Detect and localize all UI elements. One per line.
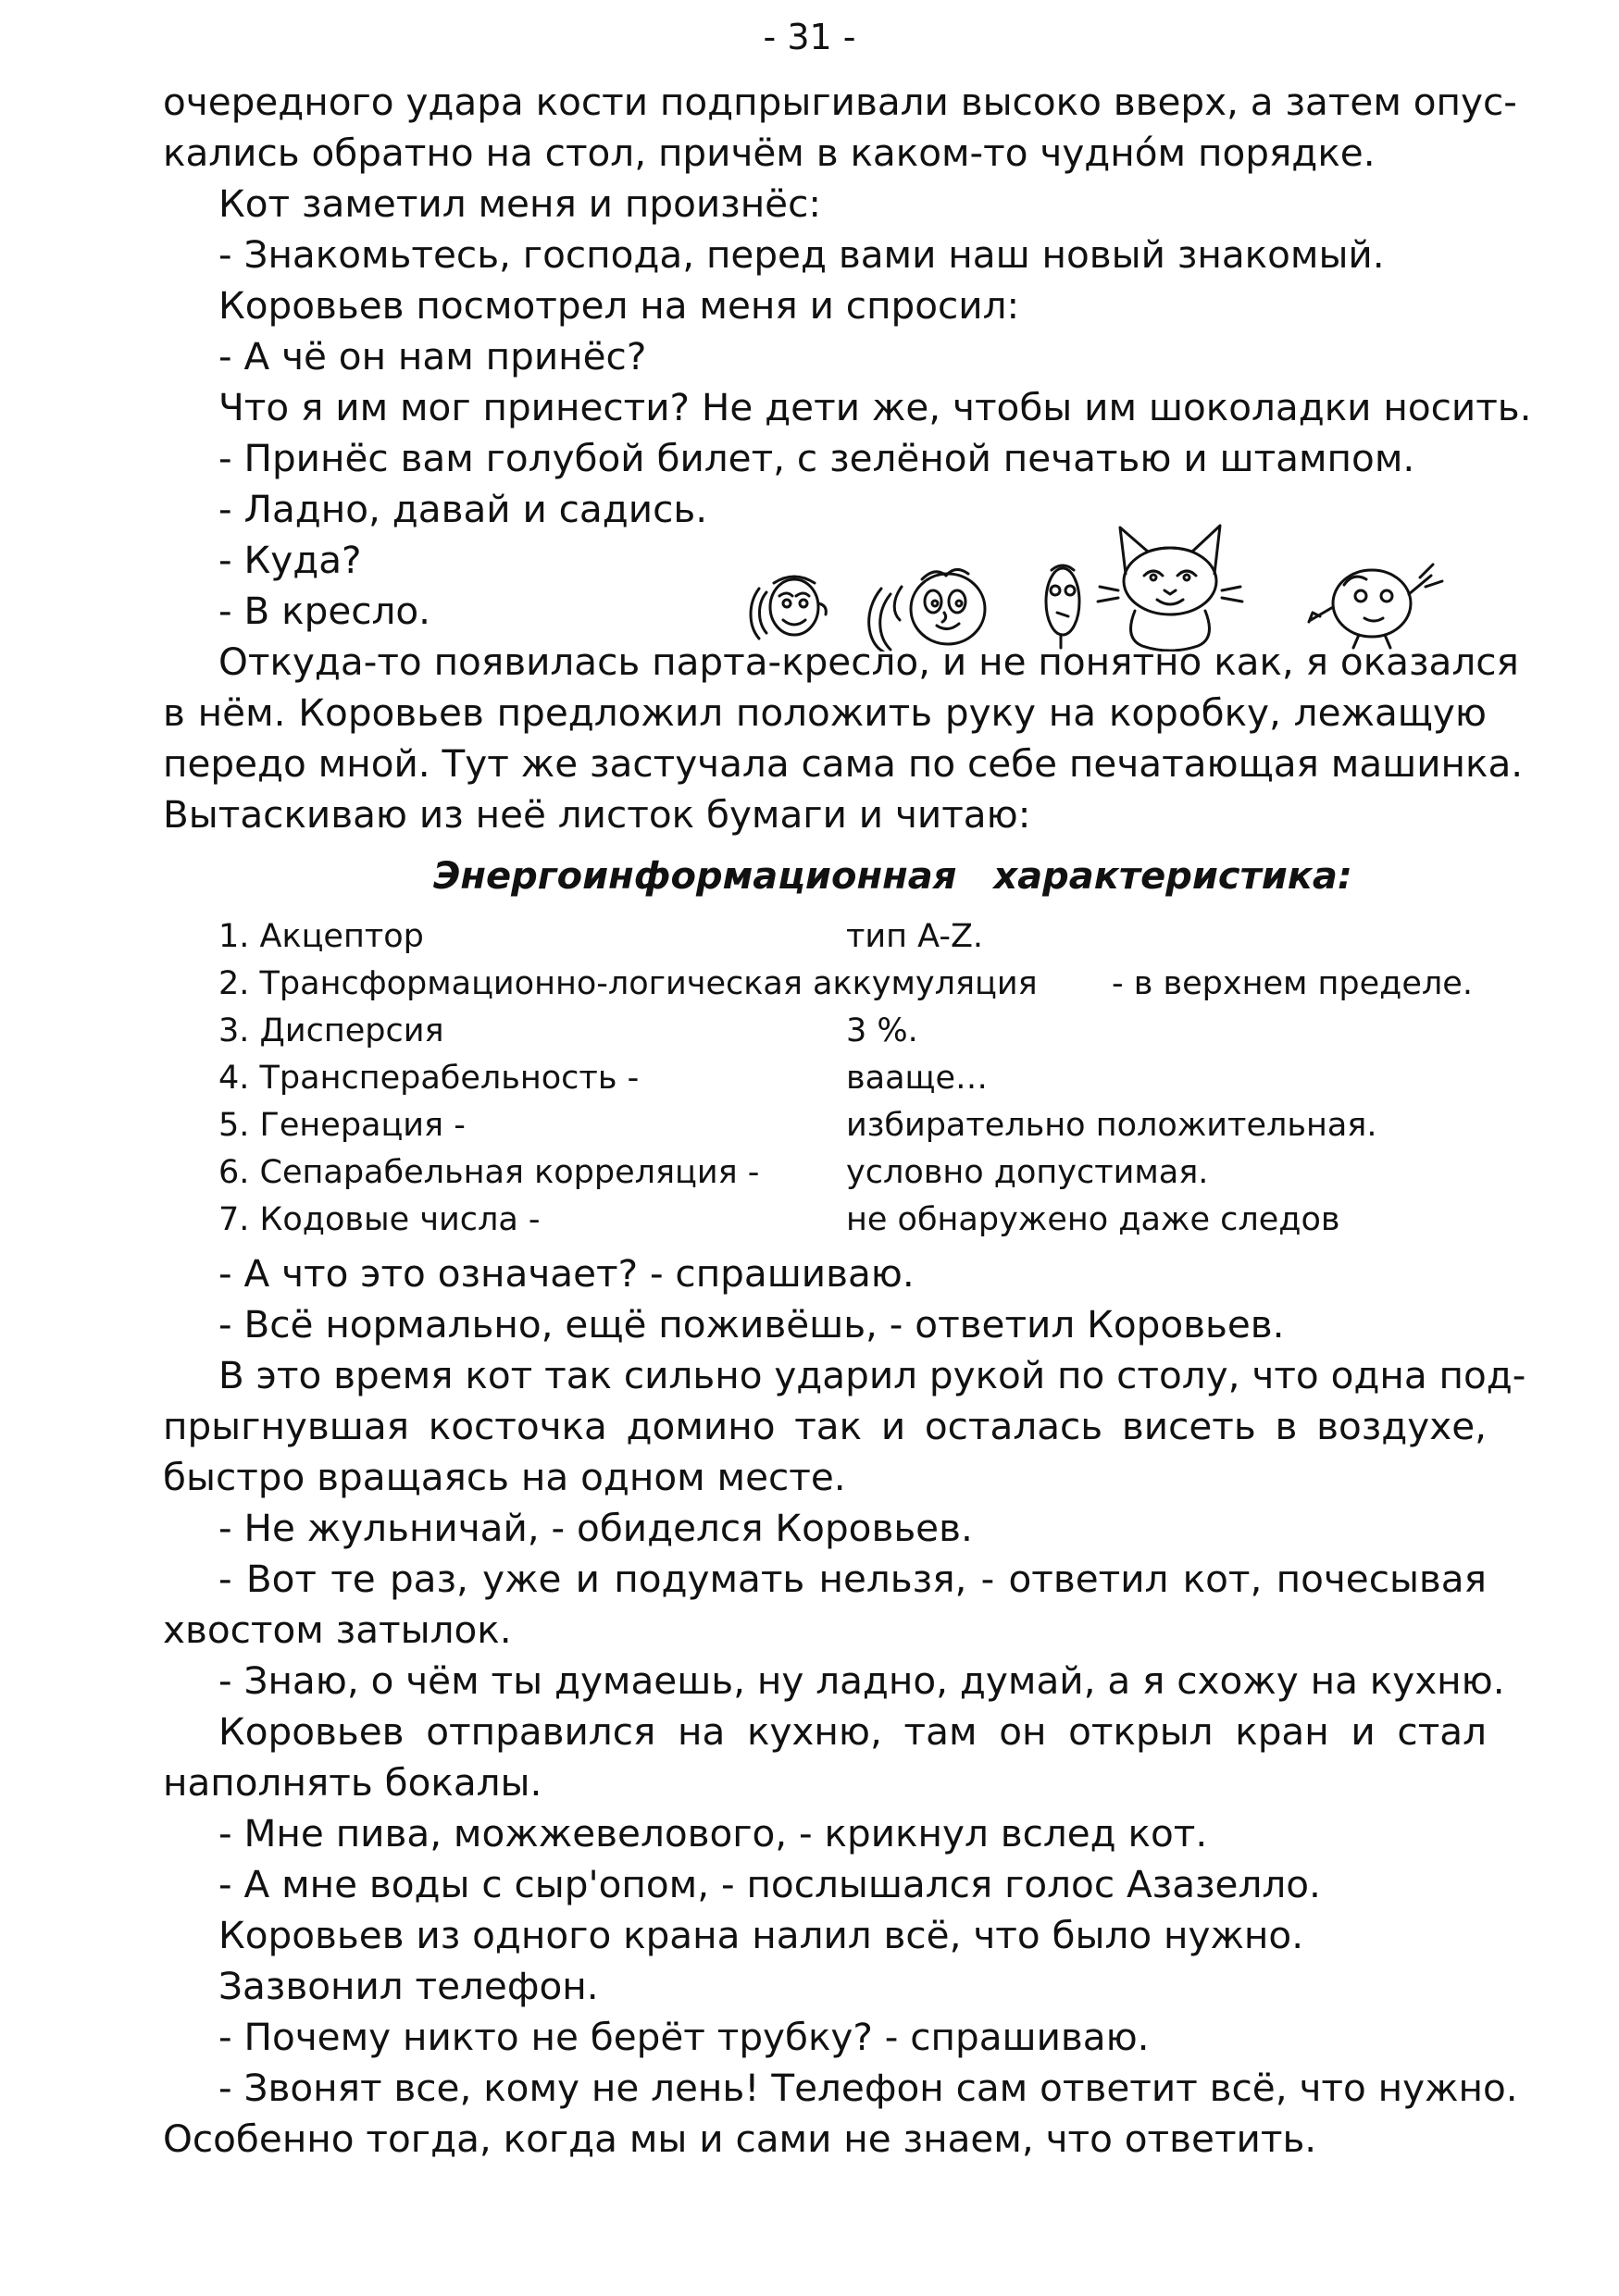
cartoon-characters-illustration: [746, 511, 1459, 652]
text-line: быстро вращаясь на одном месте.: [163, 1455, 846, 1499]
text-line: в нём. Коровьев предложил положить руку на коробку, лежащую: [163, 690, 1487, 735]
text-line: кались обратно на стол, причём в каком-то чудно́м порядке.: [163, 130, 1376, 175]
characteristic-value: не обнаружено даже следов: [846, 1201, 1340, 1238]
characteristic-heading: Энергоинформационная характеристика:: [433, 855, 1352, 898]
text-line: - Всё нормально, ещё поживёшь, - ответил Коровьев.: [218, 1302, 1285, 1347]
text-line: - А мне воды с сыр'опом, - послышался голос Азазелло.: [218, 1862, 1321, 1906]
text-line: Что я им мог принести? Не дети же, чтобы им шоколадки носить.: [218, 385, 1532, 429]
text-line: Особенно тогда, когда мы и сами не знаем, что ответить.: [163, 2116, 1317, 2161]
characteristic-value: ваащe…: [846, 1060, 989, 1097]
text-line: - Знакомьтесь, господа, перед вами наш новый знакомый.: [218, 232, 1385, 277]
text-line: Коровьев отправился на кухню, там он открыл кран и стал: [218, 1709, 1487, 1754]
text-line: В это время кот так сильно ударил рукой по столу, что одна под-: [218, 1353, 1526, 1397]
characteristic-label: 6. Сепарабельная корреляция -: [218, 1154, 760, 1191]
text-line: - А что это означает? - спрашиваю.: [218, 1251, 915, 1296]
text-line: Откуда-то появилась парта-кресло, и не понятно как, я оказался: [218, 639, 1519, 684]
text-line: - Почему никто не берёт трубку? - спрашиваю.: [218, 2015, 1150, 2059]
characteristic-value: условно допустимая.: [846, 1154, 1209, 1191]
text-line: - Мне пива, можжевелового, - крикнул вслед кот.: [218, 1811, 1208, 1855]
text-line: - А чё он нам принёс?: [218, 334, 647, 379]
text-line: - Принёс вам голубой билет, с зелёной печатью и штампом.: [218, 436, 1415, 480]
page-number: - 31 -: [763, 17, 856, 57]
text-line: Коровьев из одного крана налил всё, что было нужно.: [218, 1913, 1304, 1957]
text-line: очередного удара кости подпрыгивали высоко вверх, а затем опус-: [163, 80, 1517, 124]
text-line: Зазвонил телефон.: [218, 1964, 599, 2008]
characteristic-label: 1. Акцептор: [218, 918, 424, 955]
text-line: Коровьев посмотрел на меня и спросил:: [218, 283, 1020, 328]
characteristic-value: избирательно положительная.: [846, 1107, 1377, 1144]
text-line: - Звонят все, кому не лень! Телефон сам ответит всё, что нужно.: [218, 2066, 1518, 2110]
text-line: - Вот те раз, уже и подумать нельзя, - ответил кот, почесывая: [218, 1557, 1487, 1601]
text-line: передо мной. Тут же застучала сама по себе печатающая машинка.: [163, 741, 1524, 786]
text-line: наполнять бокалы.: [163, 1760, 542, 1805]
text-line: - Не жульничай, - обиделся Коровьев.: [218, 1506, 973, 1550]
text-line: - Знаю, о чём ты думаешь, ну ладно, думай, а я схожу на кухню.: [218, 1658, 1505, 1703]
round-creature-drawing: [1309, 565, 1442, 648]
text-line: прыгнувшая косточка домино так и осталась висеть в воздухе,: [163, 1404, 1487, 1448]
long-face-drawing: [1046, 565, 1079, 648]
monkey-face-drawing: [751, 577, 826, 639]
text-line: - В кресло.: [218, 589, 431, 633]
text-line: Кот заметил меня и произнёс:: [218, 181, 822, 226]
characteristic-label: 7. Кодовые числа -: [218, 1201, 541, 1238]
worried-face-drawing: [869, 569, 985, 652]
characteristic-label: 5. Генерация -: [218, 1107, 466, 1144]
text-line: - Ладно, давай и садись.: [218, 487, 708, 531]
characteristic-value: - в верхнем пределе.: [1112, 965, 1473, 1002]
characteristic-label: 2. Трансформационно-логическая аккумуляция: [218, 965, 1038, 1002]
text-line: Вытаскиваю из неё листок бумаги и читаю:: [163, 792, 1031, 837]
characteristic-value: 3 %.: [846, 1012, 918, 1049]
characteristic-label: 4. Трансперабельность -: [218, 1060, 640, 1097]
cat-face-drawing: [1098, 526, 1242, 651]
text-line: хвостом затылок.: [163, 1607, 512, 1652]
characteristic-value: тип A-Z.: [846, 918, 984, 955]
characteristic-label: 3. Дисперсия: [218, 1012, 444, 1049]
text-line: - Куда?: [218, 538, 362, 582]
